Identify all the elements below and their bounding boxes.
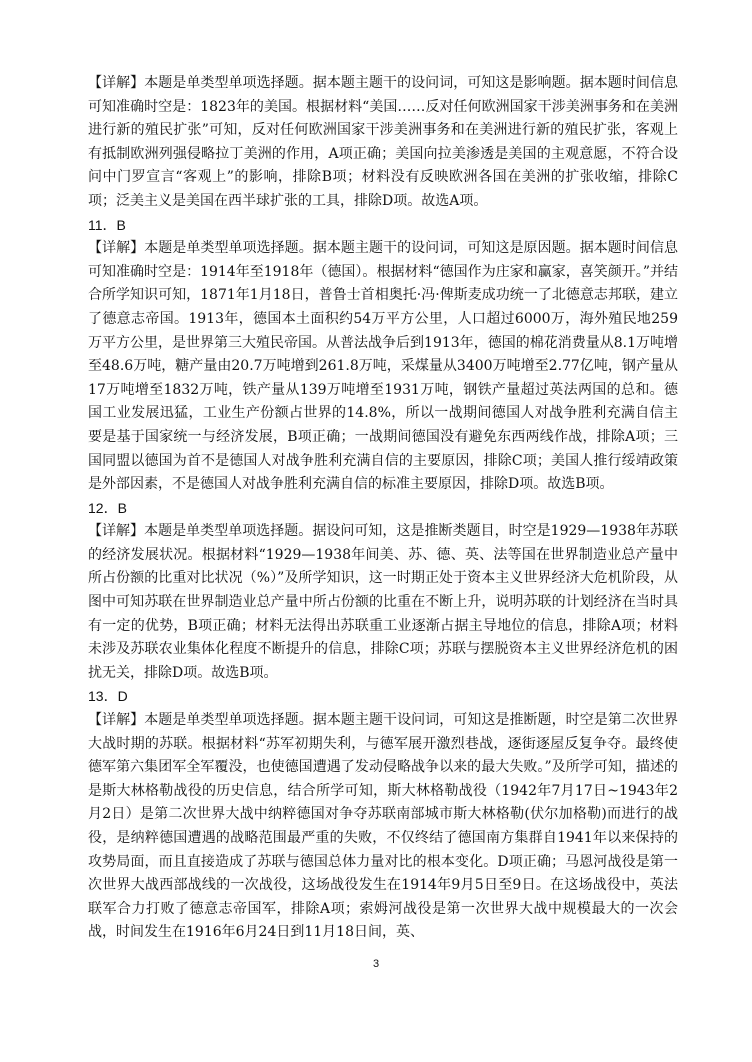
explanation-q11: 【详解】本题是单类型单项选择题。据本题主题干的设问词，可知这是原因题。据本题时间信息可知准确时空是：1914年至1918年（德国）。根据材料“德国作为庄家和赢家，喜笑颜开。”并结合所学知识可知，1871年1月18日，普鲁士首相奥托·冯·俾斯麦成功统一了北德意志邦联，建立了德意志帝国。1913年，德国本土面积约54万平方公里，人口超过6000万，海外殖民地259万平方公里，是世界第三大殖民帝国。从普法战争后到1913年，德国的棉花消费量从8.1万吨增至48.6万吨，糖产量由20.7万吨增到261.8万吨，采煤量从3400万吨增至2.77亿吨，钢产量从17万吨增至1832万吨，铁产量从139万吨增至1931万吨，钢铁产量超过英法两国的总和。德国工业发展迅猛，工业生产份额占世界的14.8%，所以一战期间德国人对战争胜利充满自信主要是基于国家统一与经济发展，B项正确；一战期间德国没有避免东西两线作战，排除A项；三国同盟以德国为首不是德国人对战争胜利充满自信的主要原因，排除C项；美国人推行绥靖政策是外部因素，不是德国人对战争胜利充满自信的标准主要原因，排除D项。故选B项。 <box>88 240 678 493</box>
page-number: 3 <box>372 958 380 970</box>
explanation-q12: 【详解】本题是单类型单项选择题。据设问可知，这是推断类题目，时空是1929—1938年苏联的经济发展状况。根据材料“1929—1938年间美、苏、德、英、法等国在世界制造业总产量中所占份额的比重对比状况（%）”及所学知识，这一时期正处于资本主义世界经济大危机阶段，从图中可知苏联在世界制造业总产量中所占份额的比重在不断上升，说明苏联的计划经济在当时具有一定的优势，B项正确；材料无法得出苏联重工业逐渐占据主导地位的信息，排除A项；材料未涉及苏联农业集体化程度不断提升的信息，排除C项；苏联与摆脱资本主义世界经济危机的困扰无关，排除D项。故选B项。 <box>88 523 678 681</box>
explanation-q10: 【详解】本题是单类型单项选择题。据本题主题干的设问词，可知这是影响题。据本题时间信息可知准确时空是：1823年的美国。根据材料“美国……反对任何欧洲国家干涉美洲事务和在美洲进行新的殖民扩张”可知，反对任何欧洲国家干涉美洲事务和在美洲进行新的殖民扩张，客观上有抵制欧洲列强侵略拉丁美洲的作用，A项正确；美国向拉美渗透是美国的主观意愿，不符合设问中门罗宣言“客观上”的影响，排除B项；材料没有反映欧洲各国在美洲的扩张收缩，排除C项；泛美主义是美国在西半球扩张的工具，排除D项。故选A项。 <box>88 75 678 209</box>
explanation-q13: 【详解】本题是单类型单项选择题。据本题主题干设问词，可知这是推断题，时空是第二次世界大战时期的苏联。根据材料“苏军初期失利，与德军展开激烈巷战，逐街逐屋反复争夺。最终使德军第六集团军全军覆没，也使德国遭遇了发动侵略战争以来的最大失败。”及所学可知，描述的是斯大林格勒战役的历史信息，结合所学可知，斯大林格勒战役（1942年7月17日~1943年2月2日）是第二次世界大战中纳粹德国对争夺苏联南部城市斯大林格勒(伏尔加格勒)而进行的战役，是纳粹德国遭遇的战略范围最严重的失败，不仅终结了德国南方集群自1941年以来保持的攻势局面，而且直接造成了苏联与德国总体力量对比的根本变化。D项正确；马恩河战役是第一次世界大战西部战线的一次战役，这场战役发生在1914年9月5日至9日。在这场战役中，英法联军合力打败了德意志帝国军，排除A项；索姆河战役是第一次世界大战中规模最大的一次会战，时间发生在1916年6月24日到11月18日间，英、 <box>88 712 678 941</box>
answer-explanations <box>88 72 678 945</box>
answer-q12: 12．B <box>88 499 127 516</box>
answer-q11: 11．B <box>88 216 126 233</box>
answer-q13: 13．D <box>88 688 128 705</box>
